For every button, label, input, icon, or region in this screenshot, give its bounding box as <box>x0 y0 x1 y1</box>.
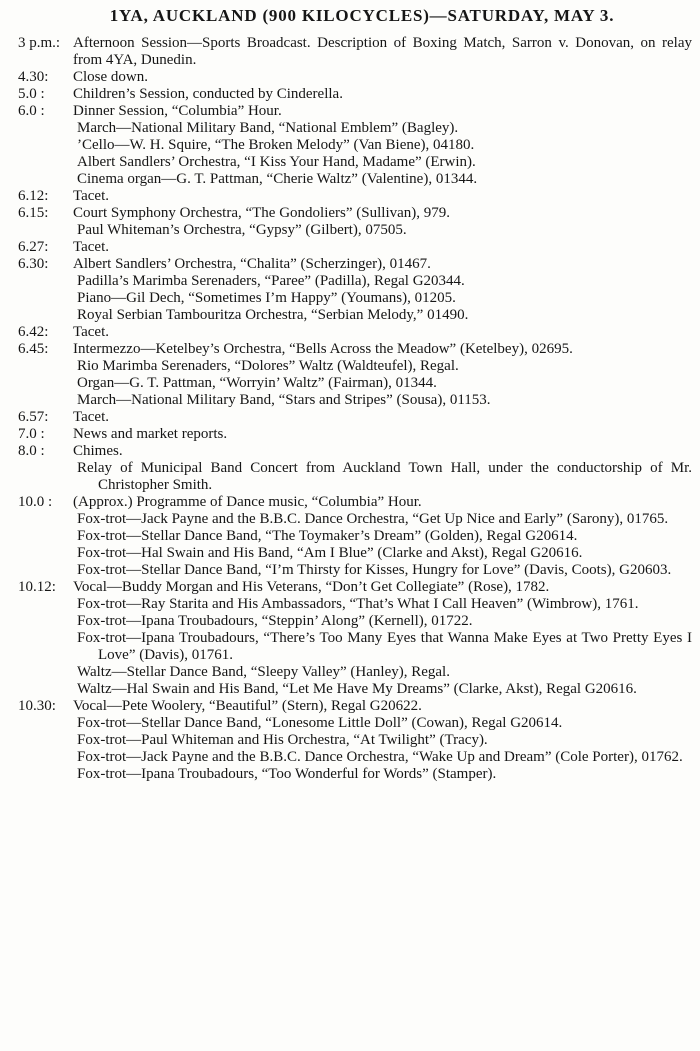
entry-text: Tacet. <box>73 409 110 425</box>
entry-body <box>73 103 692 188</box>
entry-time: 10.12: <box>18 579 56 595</box>
entry-time: 6.30: <box>18 256 49 272</box>
programme-item: ’Cello—W. H. Squire, “The Broken Melody” (Van Biene), 04180. <box>77 137 475 153</box>
entry-text: Tacet. <box>73 188 110 204</box>
programme-item: Rio Marimba Serenaders, “Dolores” Waltz (Waldteufel), Regal. <box>77 358 459 374</box>
entry-time: 5.0 : <box>18 86 45 102</box>
programme-entry <box>18 205 692 239</box>
programme-item: Paul Whiteman’s Orchestra, “Gypsy” (Gilbert), 07505. <box>77 222 407 238</box>
entry-time: 10.30: <box>18 698 56 714</box>
entry-body <box>73 188 692 205</box>
entry-body <box>73 239 692 256</box>
programme-item: Cinema organ—G. T. Pattman, “Cherie Waltz” (Valentine), 01344. <box>77 171 478 187</box>
programme-entry <box>18 35 692 69</box>
programme-item: Fox-trot—Paul Whiteman and His Orchestra, “At Twilight” (Tracy). <box>77 732 488 748</box>
entry-time: 3 p.m.: <box>18 35 61 51</box>
programme-item: Fox-trot—Ipana Troubadours, “Too Wonderful for Words” (Stamper). <box>77 766 497 782</box>
programme-entry <box>18 103 692 188</box>
programme-item: Waltz—Hal Swain and His Band, “Let Me Have My Dreams” (Clarke, Akst), Regal G20616. <box>77 681 637 697</box>
entry-time: 6.15: <box>18 205 49 221</box>
entry-body <box>73 324 692 341</box>
entry-text: Court Symphony Orchestra, “The Gondoliers” (Sullivan), 979. <box>73 205 451 221</box>
entry-body <box>73 86 692 103</box>
entry-text: Tacet. <box>73 324 110 340</box>
programme-item: Fox-trot—Jack Payne and the B.B.C. Dance Orchestra, “Get Up Nice and Early” (Sarony), 01765. <box>77 511 669 527</box>
entry-text: Close down. <box>73 69 148 85</box>
entry-body <box>73 426 692 443</box>
programme-item: March—National Military Band, “National Emblem” (Bagley). <box>77 120 459 136</box>
entry-time: 6.57: <box>18 409 49 425</box>
programme-item: Piano—Gil Dech, “Sometimes I’m Happy” (Youmans), 01205. <box>77 290 456 306</box>
entry-body <box>73 69 692 86</box>
programme-entry <box>18 341 692 409</box>
programme-item: Fox-trot—Ipana Troubadours, “There’s Too Many Eyes that Wanna Make Eyes at Two Pretty Eyes I Love” (Davis), 01761. <box>77 630 692 663</box>
programme-item: Relay of Municipal Band Concert from Auckland Town Hall, under the conductorship of Mr. Christopher Smith. <box>77 460 692 493</box>
programme-entry <box>18 443 692 494</box>
entry-text: Vocal—Buddy Morgan and His Veterans, “Don’t Get Collegiate” (Rose), 1782. <box>73 579 550 595</box>
entry-text: Albert Sandlers’ Orchestra, “Chalita” (Scherzinger), 01467. <box>73 256 431 272</box>
entry-body <box>73 205 692 239</box>
entry-text: Intermezzo—Ketelbey’s Orchestra, “Bells Across the Meadow” (Ketelbey), 02695. <box>73 341 573 357</box>
programme-list <box>18 35 692 783</box>
entry-time: 6.12: <box>18 188 49 204</box>
entry-time: 6.0 : <box>18 103 45 119</box>
entry-body <box>73 698 692 783</box>
entry-text: News and market reports. <box>73 426 228 442</box>
programme-entry <box>18 579 692 698</box>
programme-entry <box>18 69 692 86</box>
programme-item: Fox-trot—Jack Payne and the B.B.C. Dance Orchestra, “Wake Up and Dream” (Cole Porter), 01762. <box>77 749 683 765</box>
entry-time: 10.0 : <box>18 494 53 510</box>
programme-item: Fox-trot—Stellar Dance Band, “Lonesome Little Doll” (Cowan), Regal G20614. <box>77 715 563 731</box>
programme-item: Fox-trot—Hal Swain and His Band, “Am I Blue” (Clarke and Akst), Regal G20616. <box>77 545 583 561</box>
entry-body <box>73 35 692 69</box>
entry-text: (Approx.) Programme of Dance music, “Columbia” Hour. <box>73 494 422 510</box>
programme-entry <box>18 426 692 443</box>
page-title: 1YA, AUCKLAND (900 KILOCYCLES)—SATURDAY, MAY 3. <box>109 6 615 25</box>
entry-time: 6.45: <box>18 341 49 357</box>
programme-item: Albert Sandlers’ Orchestra, “I Kiss Your Hand, Madame” (Erwin). <box>77 154 476 170</box>
entry-text: Vocal—Pete Woolery, “Beautiful” (Stern), Regal G20622. <box>73 698 422 714</box>
entry-time: 4.30: <box>18 69 49 85</box>
entry-body <box>73 494 692 579</box>
programme-item: Fox-trot—Ray Starita and His Ambassadors, “That’s What I Call Heaven” (Wimbrow), 1761. <box>77 596 639 612</box>
programme-entry <box>18 188 692 205</box>
programme-item: Royal Serbian Tambouritza Orchestra, “Serbian Melody,” 01490. <box>77 307 469 323</box>
entry-body <box>73 579 692 698</box>
entry-body <box>73 341 692 409</box>
entry-text: Afternoon Session—Sports Broadcast. Description of Boxing Match, Sarron v. Donovan, on relay from 4YA, Dunedin. <box>73 35 692 68</box>
entry-time: 7.0 : <box>18 426 45 442</box>
programme-item: Organ—G. T. Pattman, “Worryin’ Waltz” (Fairman), 01344. <box>77 375 437 391</box>
programme-entry <box>18 239 692 256</box>
entry-text: Tacet. <box>73 239 110 255</box>
programme-entry <box>18 494 692 579</box>
entry-body <box>73 409 692 426</box>
programme-item: Fox-trot—Ipana Troubadours, “Steppin’ Along” (Kernell), 01722. <box>77 613 473 629</box>
entry-text: Children’s Session, conducted by Cinderella. <box>73 86 343 102</box>
programme-entry <box>18 409 692 426</box>
programme-item: Fox-trot—Stellar Dance Band, “I’m Thirsty for Kisses, Hungry for Love” (Davis, Coots), G20603. <box>77 562 672 578</box>
entry-text: Dinner Session, “Columbia” Hour. <box>73 103 282 119</box>
programme-item: Fox-trot—Stellar Dance Band, “The Toymaker’s Dream” (Golden), Regal G20614. <box>77 528 578 544</box>
entry-time: 6.42: <box>18 324 49 340</box>
programme-item: March—National Military Band, “Stars and Stripes” (Sousa), 01153. <box>77 392 491 408</box>
entry-body <box>73 256 692 324</box>
programme-item: Waltz—Stellar Dance Band, “Sleepy Valley” (Hanley), Regal. <box>77 664 450 680</box>
programme-entry <box>18 324 692 341</box>
entry-text: Chimes. <box>73 443 123 459</box>
programme-entry <box>18 86 692 103</box>
programme-entry <box>18 698 692 783</box>
entry-time: 6.27: <box>18 239 49 255</box>
programme-entry <box>18 256 692 324</box>
entry-time: 8.0 : <box>18 443 45 459</box>
entry-body <box>73 443 692 494</box>
programme-item: Padilla’s Marimba Serenaders, “Paree” (Padilla), Regal G20344. <box>77 273 465 289</box>
